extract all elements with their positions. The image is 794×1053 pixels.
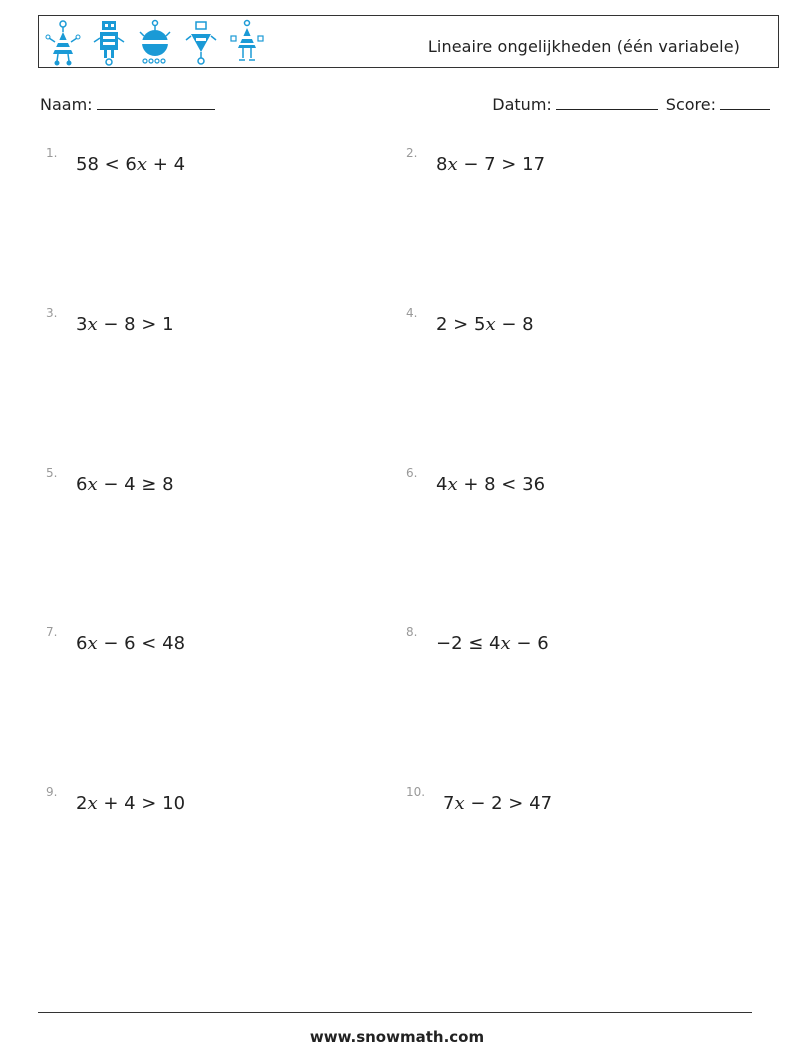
expression-left: 7 bbox=[443, 793, 455, 814]
date-label: Datum: bbox=[492, 95, 552, 114]
problem-number: 10. bbox=[406, 785, 426, 799]
problem-number: 3. bbox=[46, 306, 58, 320]
expression-left: 58 < 6 bbox=[76, 154, 137, 175]
name-label: Naam: bbox=[40, 95, 93, 114]
variable: x bbox=[447, 154, 458, 175]
variable: x bbox=[500, 633, 511, 654]
expression-left: −2 ≤ 4 bbox=[436, 633, 501, 654]
problem-number: 8. bbox=[406, 625, 418, 639]
expression-right: − 8 bbox=[495, 314, 534, 335]
worksheet-header bbox=[38, 15, 779, 68]
robot-icons bbox=[45, 18, 265, 66]
variable: x bbox=[87, 314, 98, 335]
variable: x bbox=[447, 474, 458, 495]
footer-url: www.snowmath.com bbox=[309, 1028, 485, 1046]
problem-expression bbox=[436, 633, 549, 654]
problem-number: 9. bbox=[46, 785, 58, 799]
variable: x bbox=[87, 474, 98, 495]
expression-left: 8 bbox=[436, 154, 448, 175]
problem-number: 5. bbox=[46, 466, 58, 480]
expression-right: + 4 > 10 bbox=[97, 793, 186, 814]
problem-expression bbox=[436, 154, 545, 175]
expression-right: + 4 bbox=[147, 154, 186, 175]
problem-expression bbox=[76, 793, 185, 814]
name-field[interactable] bbox=[40, 92, 215, 114]
problem-expression bbox=[76, 474, 174, 495]
robot-icon-1 bbox=[45, 18, 81, 66]
score-field[interactable] bbox=[666, 92, 770, 114]
problem-number: 7. bbox=[46, 625, 58, 639]
date-blank-line[interactable] bbox=[556, 92, 658, 110]
expression-right: − 6 bbox=[510, 633, 549, 654]
worksheet-title: Lineaire ongelijkheden (één variabele) bbox=[427, 37, 740, 56]
expression-left: 6 bbox=[76, 633, 88, 654]
problem-expression bbox=[443, 793, 552, 814]
score-label: Score: bbox=[665, 95, 716, 114]
variable: x bbox=[485, 314, 496, 335]
robot-icon-5 bbox=[229, 18, 265, 66]
problem-expression bbox=[436, 314, 534, 335]
expression-left: 3 bbox=[76, 314, 88, 335]
robot-icon-4 bbox=[183, 18, 219, 66]
problem-number: 2. bbox=[406, 146, 418, 160]
expression-right: − 8 > 1 bbox=[97, 314, 174, 335]
score-blank-line[interactable] bbox=[720, 92, 770, 110]
expression-left: 6 bbox=[76, 474, 88, 495]
footer-divider bbox=[38, 1012, 752, 1013]
expression-left: 2 bbox=[76, 793, 88, 814]
problem-expression bbox=[436, 474, 545, 495]
problem-expression bbox=[76, 314, 174, 335]
problem-number: 4. bbox=[406, 306, 418, 320]
expression-right: − 4 ≥ 8 bbox=[97, 474, 174, 495]
robot-icon-3 bbox=[137, 18, 173, 66]
name-blank-line[interactable] bbox=[97, 92, 215, 110]
expression-right: − 6 < 48 bbox=[97, 633, 186, 654]
date-field[interactable] bbox=[492, 92, 658, 114]
problem-number: 1. bbox=[46, 146, 58, 160]
variable: x bbox=[87, 633, 98, 654]
problem-expression bbox=[76, 633, 185, 654]
expression-right: + 8 < 36 bbox=[457, 474, 546, 495]
variable: x bbox=[136, 154, 148, 175]
date-score-fields bbox=[492, 92, 770, 114]
problem-expression bbox=[76, 154, 185, 175]
problem-number: 6. bbox=[406, 466, 418, 480]
robot-icon-2 bbox=[91, 18, 127, 66]
variable: x bbox=[454, 793, 465, 814]
variable: x bbox=[87, 793, 98, 814]
expression-right: − 7 > 17 bbox=[457, 154, 546, 175]
expression-left: 4 bbox=[436, 474, 448, 495]
expression-left: 2 > 5 bbox=[436, 314, 486, 335]
expression-right: − 2 > 47 bbox=[464, 793, 553, 814]
